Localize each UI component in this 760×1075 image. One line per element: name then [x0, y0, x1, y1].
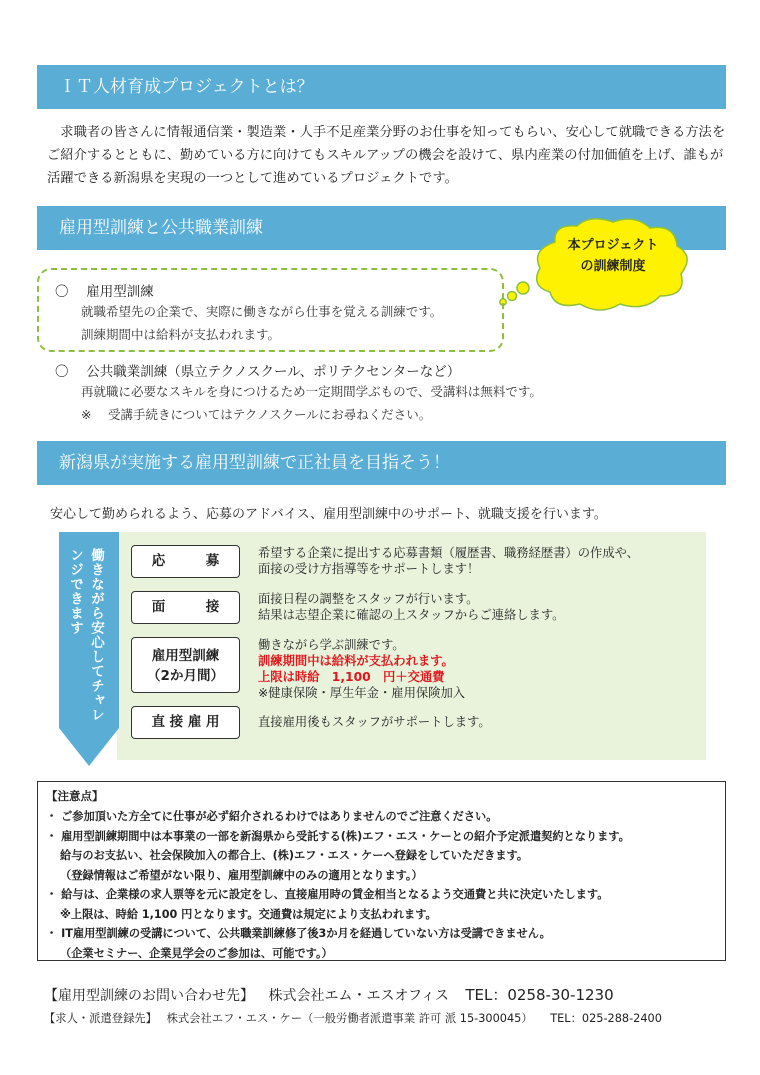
- item-public-training-line1: 再就職に必要なスキルを身につけるため一定期間学ぶもので、受講料は無料です。: [81, 384, 542, 399]
- section-header-it-project: ＩＴ人材育成プロジェクトとは？: [37, 65, 726, 109]
- step-apply-desc: [258, 545, 698, 577]
- step-direct-hire-desc: [258, 714, 698, 730]
- step-training-salary-note: 訓練期間中は給料が支払われます。: [258, 654, 454, 668]
- step-interview-desc-line2: 結果は志望企業に確認の上スタッフからご連絡します。: [258, 608, 565, 622]
- step-training-desc: [258, 637, 698, 701]
- item-public-training-heading: 〇 公共職業訓練（県立テクノスクール、ポリテクセンターなど）: [55, 364, 461, 380]
- step-training-insurance-note: ※健康保険・厚生年金・雇用保険加入: [258, 686, 466, 700]
- notes-box: [37, 781, 726, 961]
- contact-primary-label: 【雇用型訓練のお問い合わせ先】: [44, 988, 254, 1004]
- step-interview-desc: [258, 591, 698, 623]
- step-interview: [131, 591, 240, 624]
- step-apply: [131, 545, 240, 578]
- step-training-desc-line1: 働きながら学ぶ訓練です。: [258, 638, 405, 652]
- notes-line: ・ 雇用型訓練期間中は本事業の一部を新潟県から受託する(株)エフ・エス・ケーとの紹介予定派遣契約となります。: [46, 829, 630, 843]
- contact-primary-org: 株式会社エム・エスオフィス: [268, 988, 449, 1004]
- step-interview-desc-line1: 面接日程の調整をスタッフが行います。: [258, 592, 479, 606]
- notes-line: （登録情報はご希望がない限り、雇用型訓練中のみの適用となります。）: [60, 868, 423, 882]
- item-employment-training-line2: 訓練期間中は給料が支払われます。: [81, 327, 281, 342]
- step-direct-hire: [131, 706, 240, 739]
- notes-line: 給与のお支払い、社会保険加入の都合上、(株)エフ・エス・ケーへ登録をしていただきます。: [60, 849, 529, 862]
- notes-line: ・ 給与は、企業様の求人票等を元に設定をし、直接雇用時の賃金相当となるよう交通費と共に決定いたします。: [46, 888, 609, 901]
- item-employment-training-line1: 就職希望先の企業で、実際に働きながら仕事を覚える訓練です。: [81, 304, 443, 319]
- contact-secondary: [44, 1010, 662, 1026]
- support-lead-text: 安心して勤められるよう、応募のアドバイス、雇用型訓練中のサポート、就職支援を行います。: [50, 507, 607, 522]
- callout-text: [543, 235, 683, 277]
- step-apply-label: 応 募: [151, 553, 220, 569]
- notes-line: （企業セミナー、企業見学会のご参加は、可能です。）: [60, 946, 333, 960]
- notes-line: ・ IT雇用型訓練の受講について、公共職業訓練修了後3か月を経過していない方は受講できません。: [46, 927, 551, 940]
- item-employment-training-heading: 〇 雇用型訓練: [55, 284, 154, 300]
- callout-cloud: [495, 212, 705, 322]
- notes-title: 【注意点】: [46, 789, 104, 803]
- step-training-wage-cap: 上限は時給 1,100 円＋交通費: [258, 670, 445, 684]
- step-direct-hire-label: 直 接 雇 用: [151, 714, 220, 730]
- step-employment-training: [131, 637, 240, 693]
- section-header-niigata-training: 新潟県が実施する雇用型訓練で正社員を目指そう！: [37, 441, 726, 485]
- item-public-training-line2: ※ 受講手続きについてはテクノスクールにお尋ねください。: [81, 407, 432, 422]
- intro-paragraph: 求職者の皆さんに情報通信業・製造業・人手不足産業分野のお仕事を知ってもらい、安心して就職できる方法をご紹介するとともに、勤めている方に向けてもスキルアップの機会を設けて、県内産業の付加価値を上げ、誰もが活躍できる新潟県を実現の一つとして進めているプロジェクトです。: [47, 125, 726, 186]
- arrow-caption: 働きながら安心してチャレンジできます: [67, 548, 104, 722]
- step-apply-desc-line2: 面接の受け方指導等をサポートします！: [258, 562, 480, 576]
- callout-line2: の訓練制度: [580, 259, 646, 274]
- contact-primary: [44, 984, 614, 1005]
- step-apply-desc-line1: 希望する企業に提出する応募書類（履歴書、職務経歴書）の作成や、: [258, 546, 639, 560]
- step-training-sublabel: （2か月間）: [147, 668, 224, 684]
- notes-line: ・ ご参加頂いた方全てに仕事が必ず紹介されるわけではありませんのでご注意ください。: [46, 810, 498, 823]
- step-direct-hire-desc-line1: 直接雇用後もスタッフがサポートします。: [258, 715, 491, 729]
- contact-primary-tel: TEL：0258-30-1230: [465, 986, 614, 1004]
- callout-line1: 本プロジェクト: [567, 238, 659, 253]
- step-training-label: 雇用型訓練: [151, 648, 220, 664]
- contact-secondary-label: 【求人・派遣登録先】: [44, 1012, 157, 1025]
- contact-secondary-tel: TEL：025-288-2400: [550, 1012, 662, 1025]
- section-header-training-types: 雇用型訓練と公共職業訓練: [37, 206, 726, 250]
- notes-line: ※上限は、時給 1,100 円となります。交通費は規定により支払われます。: [60, 907, 437, 921]
- contact-secondary-org: 株式会社エフ・エス・ケー（一般労働者派遣事業 許可 派 15-300045）: [166, 1012, 533, 1025]
- step-interview-label: 面 接: [151, 599, 220, 615]
